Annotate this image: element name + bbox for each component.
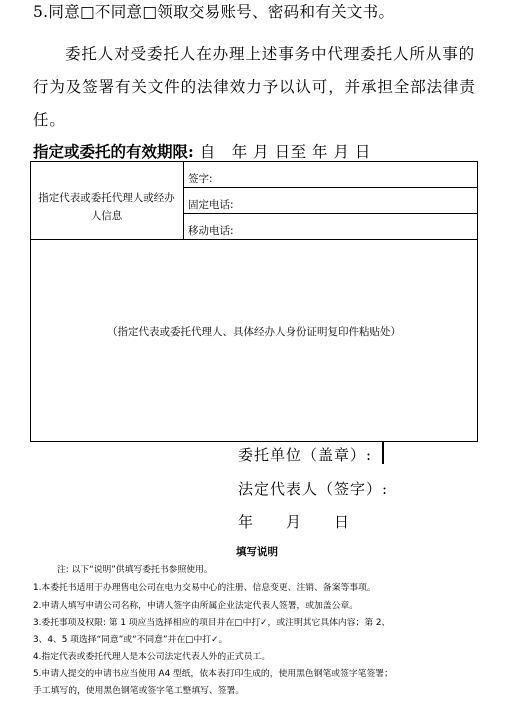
landline-field[interactable]: 固定电话: <box>188 199 234 211</box>
notes-title: 填写说明 <box>236 546 278 558</box>
representative-info-table <box>30 161 478 442</box>
signature-date: 年 月 日 <box>238 513 351 531</box>
validity-label: 指定或委托的有效期限: <box>33 142 194 161</box>
legal-rep-signature: 法定代表人（签字）: <box>238 480 389 498</box>
validity-value: 自 年 月 日至 年 月 日 <box>199 143 371 161</box>
entrusting-unit-seal: 委托单位（盖章）: <box>238 446 373 464</box>
validity-period <box>33 140 371 162</box>
id-copy-paste-area: （指定代表或委托代理人、具体经办人身份证明复印件粘贴处） <box>107 326 401 338</box>
note-line: 3.委托事项及权限: 第 1 项应当选择相应的项目并在□中打✓，或注明其它具体内容；第 2、 <box>33 618 391 628</box>
note-line: 2.申请人填写申请公司名称，申请人签字由所属企业法定代表人签署，或加盖公章。 <box>33 601 359 611</box>
note-line: 手工填写的，使用黑色钢笔或签字笔工整填写、签署。 <box>33 686 245 696</box>
note-line: 注: 以下“说明”供填写委托书参照使用。 <box>57 565 213 575</box>
note-line: 3、4、5 项选择“同意”或“不同意”并在□中打✓。 <box>33 635 228 645</box>
note-line: 5.申请人提交的申请书应当使用 A4 型纸，依本表打印生成的，使用黑色钢笔或签字笔签署； <box>33 669 393 679</box>
liability-paragraph: 委托人对受委托人在办理上述事务中代理委托人所从事的行为及签署有关文件的法律效力予以认可，并承担全部法律责任。 <box>33 45 476 129</box>
signature-field[interactable]: 签字: <box>188 173 213 185</box>
info-label: 指定代表或委托代理人或经办人信息 <box>38 192 175 222</box>
item-5-consent: 5.同意□不同意□领取交易账号、密码和有关文书。 <box>33 3 395 21</box>
mobile-field[interactable]: 移动电话: <box>188 225 234 237</box>
text-cursor <box>382 442 384 464</box>
note-line: 1.本委托书适用于办理售电公司在电力交易中心的注册、信息变更、注销、备案等事项。 <box>33 583 376 593</box>
note-line: 4.指定代表或委托代理人是本公司法定代表人外的正式员工。 <box>33 652 271 662</box>
